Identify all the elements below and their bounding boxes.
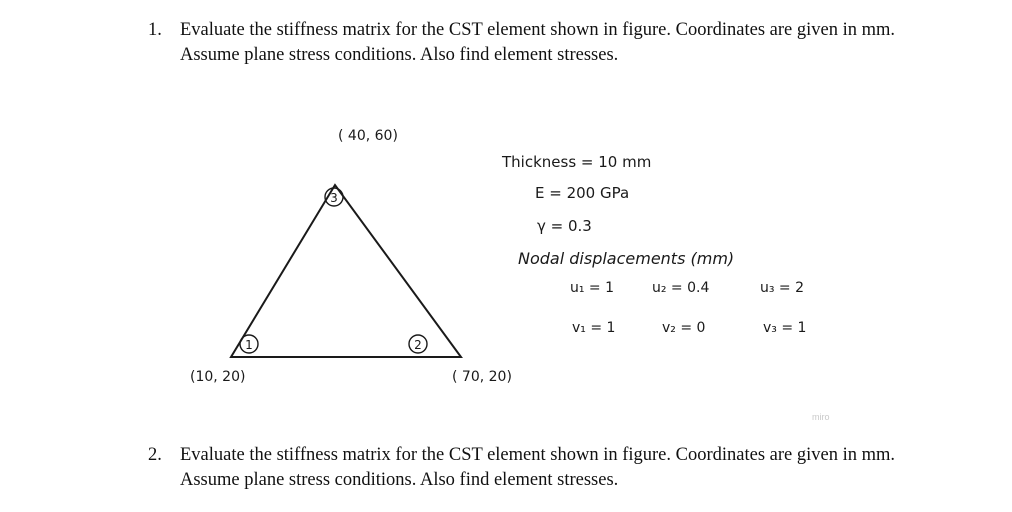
node-2-coordinate: ( 70, 20) [452,369,512,385]
question-1-text: Evaluate the stiffness matrix for the CST element shown in figure. Coordinates are given in mm. Assume plane stress conditions. Also find element stresses. [180,20,896,65]
displacements-title: Nodal displacements (mm) [518,249,735,268]
displacement-v1: v₁ = 1 [572,320,616,336]
displacement-v2: v₂ = 0 [662,320,706,336]
question-2 [148,443,908,493]
miro-watermark: miro [812,412,830,422]
node-1-coordinate: (10, 20) [190,369,246,385]
node-2-label: 2 [414,338,422,352]
node-1-label: 1 [245,338,253,352]
node-1-marker [240,335,258,353]
displacement-v3: v₃ = 1 [763,320,807,336]
displacement-u3: u₃ = 2 [760,280,805,296]
triangle-element [231,185,461,357]
question-1-number: 1. [148,20,162,40]
node-3-label: 3 [330,191,338,205]
node-2-marker [409,335,427,353]
modulus-note: E = 200 GPa [535,184,630,202]
thickness-note: Thickness = 10 mm [502,153,652,171]
poisson-note: γ = 0.3 [537,217,592,235]
node-3-coordinate: ( 40, 60) [338,128,398,144]
question-2-number: 2. [148,445,162,465]
displacement-u2: u₂ = 0.4 [652,280,710,296]
question-2-text: Evaluate the stiffness matrix for the CST element shown in figure. Coordinates are given in mm. Assume plane stress conditions. Also find element stresses. [180,445,896,490]
displacement-u1: u₁ = 1 [570,280,615,296]
